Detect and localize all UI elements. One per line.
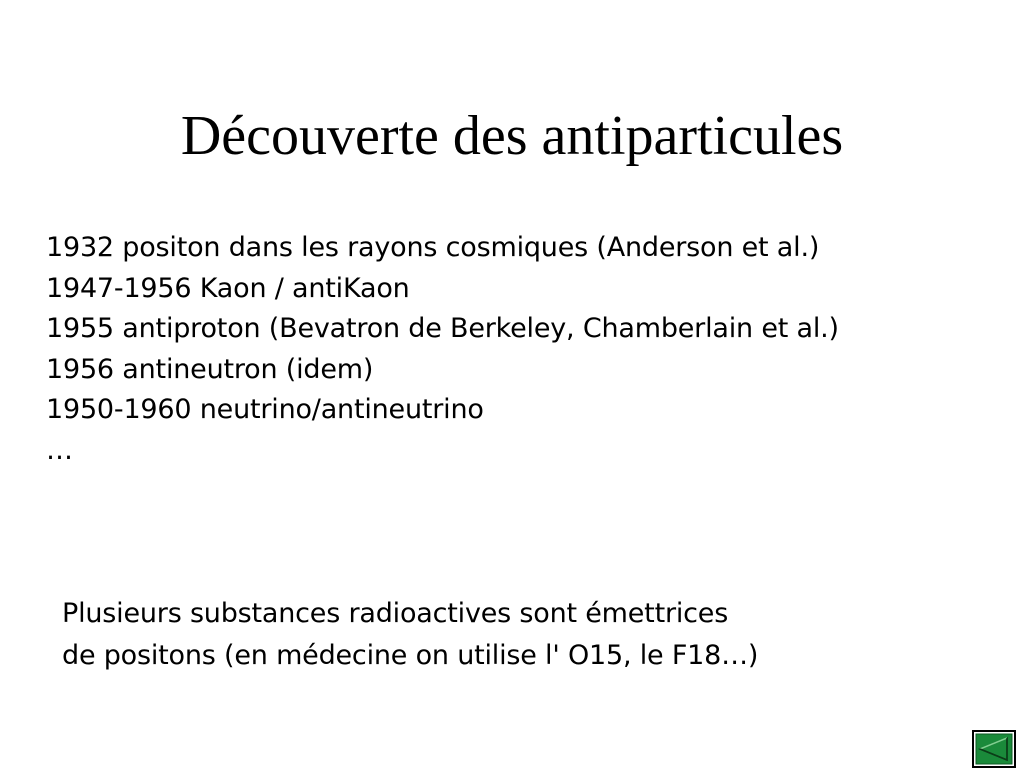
timeline-item: … <box>46 434 73 466</box>
note-line: Plusieurs substances radioactives sont émettrices <box>62 598 729 629</box>
previous-slide-button[interactable] <box>972 730 1016 768</box>
timeline-item: 1955 antiproton (Bevatron de Berkeley, Chamberlain et al.) <box>46 313 839 344</box>
note-line: de positons (en médecine on utilise l' O15, le F18…) <box>62 640 759 671</box>
timeline-item: 1956 antineutron (idem) <box>46 353 374 385</box>
triangle-left-icon <box>974 732 1014 766</box>
positon-note <box>62 593 758 677</box>
timeline-item: 1932 positon dans les rayons cosmiques (Anderson et al.) <box>46 232 820 263</box>
slide-title: Découverte des antiparticules <box>180 105 844 167</box>
timeline-item: 1947-1956 Kaon / antiKaon <box>46 272 410 304</box>
timeline-item: 1950-1960 neutrino/antineutrino <box>46 394 484 425</box>
discovery-timeline <box>46 228 839 471</box>
